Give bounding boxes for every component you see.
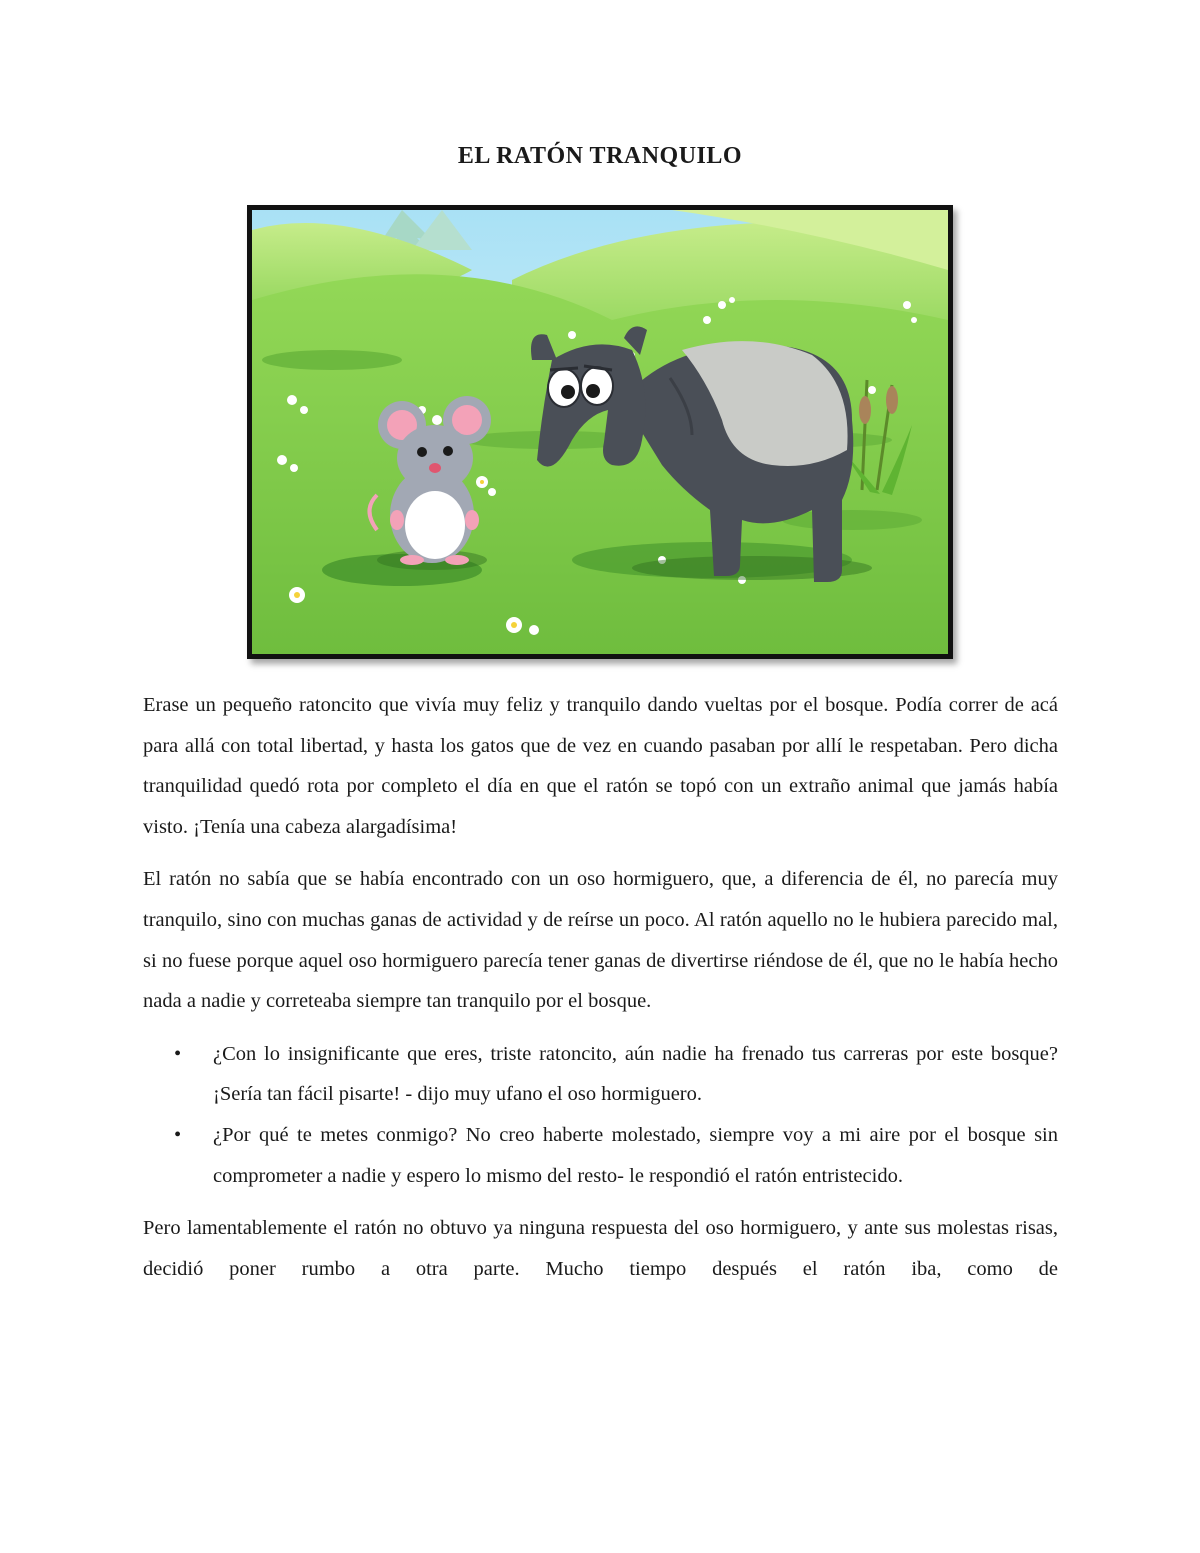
dialogue-text: ¿Por qué te metes conmigo? No creo haberte molestado, siempre voy a mi aire por el bosque sin comprometer a nadie y espero lo mismo del resto- le respondió el ratón entristecido. (213, 1123, 1058, 1187)
meadow-mouse-tapir-illustration (252, 210, 948, 654)
bullet-marker: • (174, 1123, 182, 1146)
bullet-marker: • (174, 1042, 182, 1065)
dialogue-item (143, 1034, 1058, 1115)
dialogue-text: ¿Con lo insignificante que eres, triste ratoncito, aún nadie ha frenado tus carreras por este bosque? ¡Sería tan fácil pisarte! - dijo muy ufano el oso hormiguero. (213, 1042, 1058, 1106)
dialogue-list (143, 1034, 1058, 1196)
story-illustration (247, 205, 953, 659)
document-title: EL RATÓN TRANQUILO (457, 143, 743, 169)
story-body (143, 685, 1058, 1301)
story-paragraph-2: El ratón no sabía que se había encontrado con un oso hormiguero, que, a diferencia de él, no parecía muy tranquilo, sino con muchas ganas de actividad y de reírse un poco. Al ratón aquello no le hubiera parecido mal, si no fuese porque aquel oso hormiguero parecía tener ganas de divertirse riéndose de él, que no le había hecho nada a nadie y correteaba siempre tan tranquilo por el bosque. (143, 868, 1058, 1013)
story-paragraph-1: Erase un pequeño ratoncito que vivía muy feliz y tranquilo dando vueltas por el bosque. Podía correr de acá para allá con total libertad, y hasta los gatos que de vez en cuando pasaban por allí le respetaban. Pero dicha tranquilidad quedó rota por completo el día en que el ratón se topó con un extraño animal que jamás había visto. ¡Tenía una cabeza alargadísima! (143, 694, 1058, 838)
dialogue-item (143, 1115, 1058, 1196)
story-paragraph-3: Pero lamentablemente el ratón no obtuvo ya ninguna respuesta del oso hormiguero, y ante sus molestas risas, decidió poner rumbo a otra parte. Mucho tiempo después el ratón iba, como de (143, 1217, 1058, 1280)
